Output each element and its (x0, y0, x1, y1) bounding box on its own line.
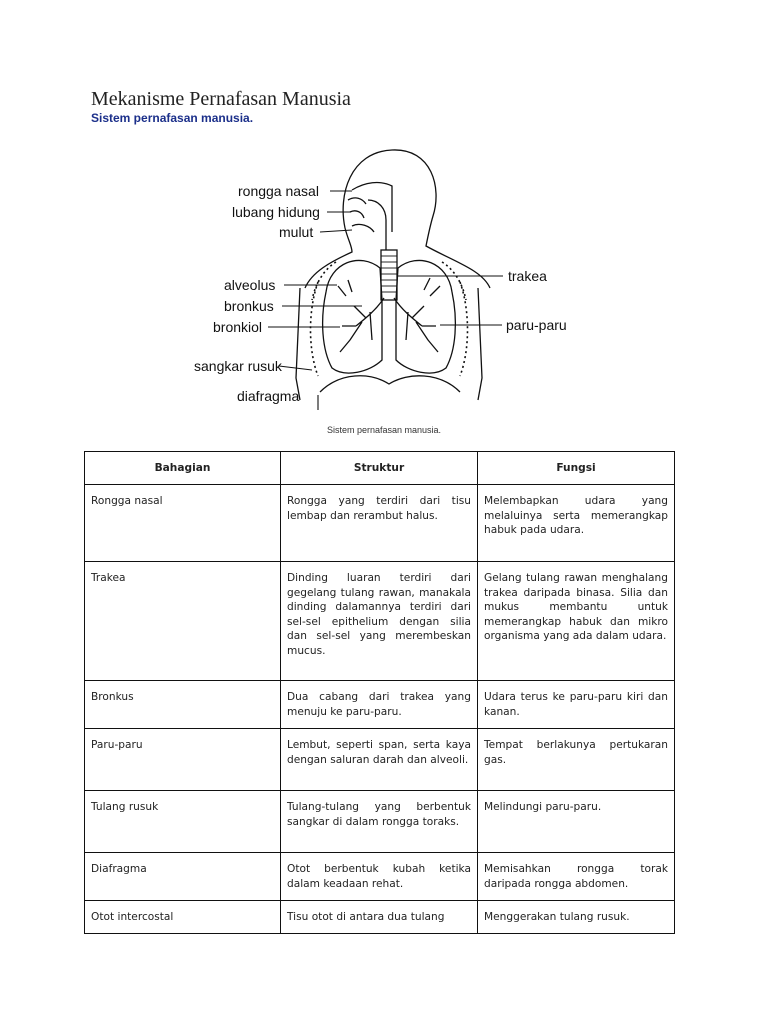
cell-fungsi: Udara terus ke paru-paru kiri dan kanan. (478, 681, 675, 729)
cell-struktur: Dua cabang dari trakea yang menuju ke paru-paru. (281, 681, 478, 729)
respiratory-system-diagram (190, 145, 590, 410)
cell-struktur: Tisu otot di antara dua tulang (281, 901, 478, 934)
cell-fungsi: Tempat berlakunya pertukaran gas. (478, 729, 675, 791)
cell-bahagian: Tulang rusuk (85, 791, 281, 853)
label-sangkar-rusuk: sangkar rusuk (194, 358, 282, 374)
trachea-shape (381, 250, 397, 300)
label-lubang-hidung: lubang hidung (232, 204, 320, 220)
table-row (85, 791, 675, 853)
figure-caption: Sistem pernafasan manusia. (326, 425, 442, 435)
table-header-row (85, 452, 675, 485)
cell-fungsi: Menggerakan tulang rusuk. (478, 901, 675, 934)
label-rongga-nasal: rongga nasal (238, 183, 319, 199)
header-struktur: Struktur (281, 452, 478, 485)
cell-fungsi: Melindungi paru-paru. (478, 791, 675, 853)
label-paru-paru: paru-paru (506, 317, 567, 333)
cell-fungsi: Melembapkan udara yang melaluinya serta memerangkap habuk pada udara. (478, 485, 675, 562)
header-fungsi: Fungsi (478, 452, 675, 485)
label-bronkus: bronkus (224, 298, 274, 314)
cell-struktur: Tulang-tulang yang berbentuk sangkar di dalam rongga toraks. (281, 791, 478, 853)
table-row (85, 681, 675, 729)
table-row (85, 485, 675, 562)
left-lung (323, 260, 382, 373)
cell-fungsi: Gelang tulang rawan menghalang trakea daripada binasa. Silia dan mukus membantu untuk memerangkap habuk dan mikro organisma yang ada dalam udara. (478, 562, 675, 681)
header-bahagian: Bahagian (85, 452, 281, 485)
cell-bahagian: Diafragma (85, 853, 281, 901)
right-lung (396, 260, 455, 373)
table-row (85, 853, 675, 901)
diaphragm (320, 376, 460, 392)
table-row (85, 901, 675, 934)
cell-struktur: Lembut, seperti span, serta kaya dengan saluran darah dan alveoli. (281, 729, 478, 791)
cell-bahagian: Rongga nasal (85, 485, 281, 562)
cell-fungsi: Memisahkan rongga torak daripada rongga abdomen. (478, 853, 675, 901)
label-mulut: mulut (279, 224, 314, 240)
label-trakea: trakea (508, 268, 547, 284)
table-row (85, 729, 675, 791)
body-outline (343, 150, 490, 288)
cell-bahagian: Trakea (85, 562, 281, 681)
label-bronkiol: bronkiol (213, 319, 263, 335)
cell-bahagian: Otot intercostal (85, 901, 281, 934)
cell-bahagian: Paru-paru (85, 729, 281, 791)
cell-struktur: Rongga yang terdiri dari tisu lembap dan rerambut halus. (281, 485, 478, 562)
respiratory-parts-table (84, 451, 675, 934)
cell-struktur: Dinding luaran terdiri dari gegelang tulang rawan, manakala dinding dalamannya terdiri dari sel-sel epithelium dengan silia dan sel-sel yang merembeskan mucus. (281, 562, 478, 681)
page-subtitle: Sistem pernafasan manusia. (91, 111, 254, 125)
table-row (85, 562, 675, 681)
cell-struktur: Otot berbentuk kubah ketika dalam keadaan rehat. (281, 853, 478, 901)
label-diafragma: diafragma (237, 388, 300, 404)
page-title: Mekanisme Pernafasan Manusia (91, 88, 351, 110)
cell-bahagian: Bronkus (85, 681, 281, 729)
label-alveolus: alveolus (224, 277, 276, 293)
